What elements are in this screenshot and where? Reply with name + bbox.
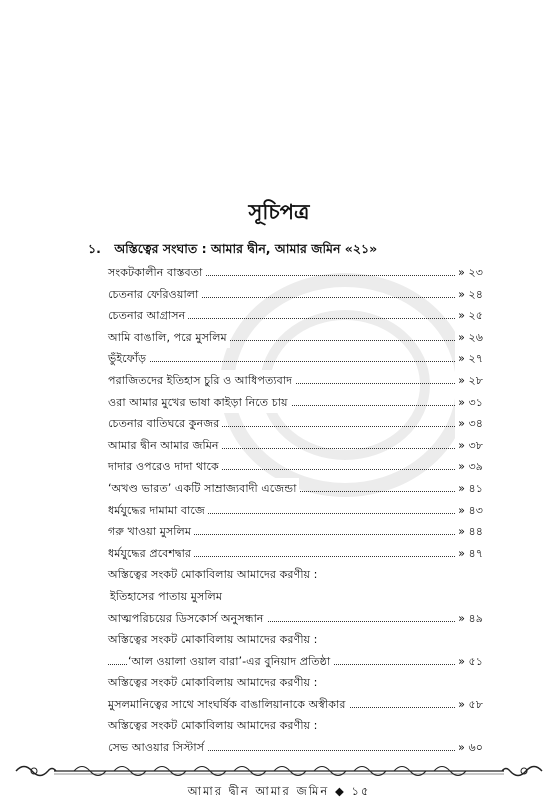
toc-entry[interactable] — [108, 521, 483, 543]
toc-entry-label: আমি বাঙালি, পরে মুসলিম — [108, 327, 230, 349]
toc-entry[interactable] — [108, 262, 483, 284]
toc-entry-label: আমার দ্বীন আমার জমিন — [108, 435, 222, 457]
toc-entry[interactable] — [108, 456, 483, 478]
toc-entry-page: » ৩৯ — [455, 456, 483, 478]
toc-entry-page: » ৪৪ — [455, 521, 483, 543]
toc-entry[interactable] — [108, 327, 483, 349]
toc-entry[interactable] — [108, 694, 483, 716]
decorative-border-icon — [14, 762, 544, 780]
toc-entry-page: » ৬০ — [455, 737, 483, 759]
toc-entry-label: অস্তিত্বের সংকট মোকাবিলায় আমাদের করণীয় : — [108, 629, 320, 651]
page-footer: আমার দ্বীন আমার জমিন ◆ ১৫ — [187, 784, 371, 798]
toc-entry-page: » ২৬ — [455, 327, 483, 349]
toc-entry[interactable] — [108, 737, 483, 759]
toc-entry[interactable] — [108, 435, 483, 457]
toc-entry-label: দাদার ওপরেও দাদা থাকে — [108, 456, 222, 478]
toc-entry-label: ভুঁইফোঁড় — [108, 348, 149, 370]
toc-entry[interactable] — [108, 478, 483, 500]
dot-leader — [108, 361, 483, 362]
toc-entry-label: ধর্মযুদ্ধের দামামা বাজে — [108, 500, 208, 522]
toc-entry-page: » ৪৭ — [455, 543, 483, 565]
toc-entry-label: চেতনার বাতিঘরে কুনজর — [108, 413, 222, 435]
toc-entry-page: » ২৮ — [455, 370, 483, 392]
toc-entry-label: ওরা আমার মুখের ভাষা কাইড়া নিতে চায় — [108, 392, 291, 414]
toc-section-heading — [108, 672, 483, 694]
toc-section-heading — [108, 564, 483, 586]
chapter-title: অস্তিত্বের সংঘাত : আমার দ্বীন, আমার জমিন «২১» — [114, 241, 378, 256]
toc-list — [108, 262, 483, 759]
toc-entry-label: ‘অখণ্ড ভারত’ একটি সাম্রাজ্যবাদী এজেন্ডা — [108, 478, 299, 500]
toc-section-heading — [108, 629, 483, 651]
toc-entry-page: » ২৫ — [455, 305, 483, 327]
toc-entry-page: » ২৪ — [455, 284, 483, 306]
toc-entry[interactable] — [108, 284, 483, 306]
toc-entry-page: » ৩১ — [455, 392, 483, 414]
toc-entry[interactable] — [108, 543, 483, 565]
toc-entry[interactable] — [108, 651, 483, 673]
toc-entry-page: » ৫৮ — [455, 694, 483, 716]
toc-entry-label: অস্তিত্বের সংকট মোকাবিলায় আমাদের করণীয় : — [108, 715, 320, 737]
chapter-number: ১. — [88, 241, 101, 256]
toc-entry-page: » ৪৩ — [455, 500, 483, 522]
toc-entry-label: অস্তিত্বের সংকট মোকাবিলায় আমাদের করণীয় : — [108, 672, 320, 694]
toc-entry[interactable] — [108, 608, 483, 630]
toc-entry-label: ‘আল ওয়ালা ওয়াল বারা’-এর বুনিয়াদ প্রতিষ্ঠা — [128, 651, 333, 673]
toc-entry-label: অস্তিত্বের সংকট মোকাবিলায় আমাদের করণীয় : — [108, 564, 320, 586]
toc-entry[interactable] — [108, 305, 483, 327]
toc-subheading — [108, 586, 483, 608]
toc-entry-label: চেতনার ফেরিওয়ালা — [108, 284, 201, 306]
toc-entry[interactable] — [108, 370, 483, 392]
toc-entry-label: চেতনার আগ্রাসন — [108, 305, 188, 327]
toc-entry-label: মুসলমানিত্বের সাথে সাংঘর্ষিক বাঙালিয়ানাকে অস্বীকার — [108, 694, 349, 716]
toc-entry[interactable] — [108, 500, 483, 522]
toc-entry-label: গরু খাওয়া মুসলিম — [108, 521, 194, 543]
toc-entry-page: » ৩৮ — [455, 435, 483, 457]
toc-entry[interactable] — [108, 348, 483, 370]
toc-section-heading — [108, 715, 483, 737]
toc-entry[interactable] — [108, 392, 483, 414]
toc-entry-page: » ৫১ — [455, 651, 483, 673]
toc-entry-label: সেভ আওয়ার সিস্টার্স — [108, 737, 207, 759]
toc-entry-page: » ২৩ — [455, 262, 483, 284]
toc-entry-label: ধর্মযুদ্ধের প্রবেশদ্বার — [108, 543, 194, 565]
toc-entry-label: পরাজিতদের ইতিহাস চুরি ও আধিপত্যবাদ — [108, 370, 295, 392]
toc-entry-label: আত্মপরিচয়ের ডিসকোর্স অনুসন্ধান — [108, 608, 267, 630]
toc-entry-page: » ৩৪ — [455, 413, 483, 435]
toc-entry-label: সংকটকালীন বাস্তবতা — [108, 262, 205, 284]
chapter-heading — [88, 241, 377, 261]
toc-entry[interactable] — [108, 413, 483, 435]
toc-entry-page: » ২৭ — [455, 348, 483, 370]
toc-entry-page: » ৪১ — [455, 478, 483, 500]
toc-entry-page: » ৪৯ — [455, 608, 483, 630]
page-title: সূচিপত্র — [248, 200, 310, 224]
toc-entry-label: ইতিহাসের পাতায় মুসলিম — [110, 586, 225, 608]
